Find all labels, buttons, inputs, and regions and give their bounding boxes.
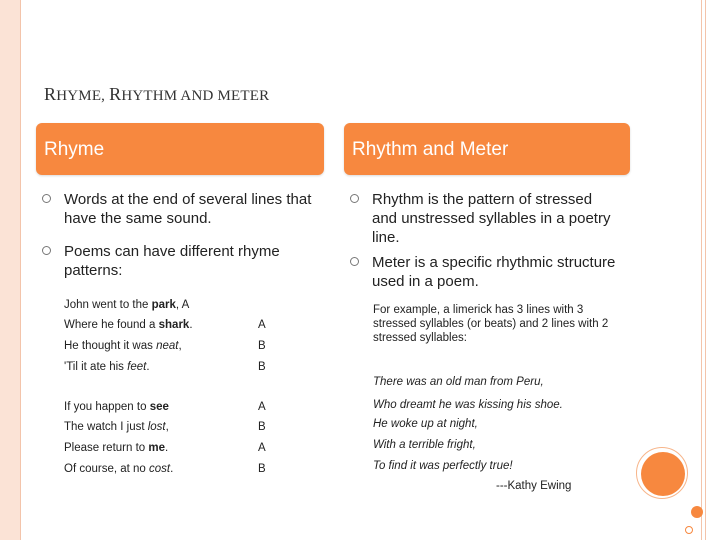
slide-title <box>44 84 269 105</box>
limerick-line: To find it was perfectly true! <box>373 460 513 472</box>
poem-word: feet <box>127 361 147 373</box>
limerick-line: There was an old man from Peru, <box>373 376 544 388</box>
rhyme-scheme-letter: A <box>258 319 266 331</box>
slide-border-left <box>0 0 20 540</box>
slide-border-right <box>705 0 720 540</box>
title-part: R <box>44 84 57 104</box>
poem-word: shark <box>158 319 190 331</box>
rhythm-bullets <box>346 190 616 297</box>
rhyme-bullets <box>38 190 318 294</box>
poem-word: Where he found a <box>64 319 159 331</box>
poem-word: . <box>170 463 174 475</box>
poem-word: , <box>165 421 169 433</box>
poem-line <box>64 463 284 475</box>
poem-word: John went to the <box>64 299 152 311</box>
rhyme-scheme-letter: A <box>258 442 266 454</box>
limerick-explanation: For example, a limerick has 3 lines with 3 stressed syllables (or beats) and 2 lines with 2 stressed syllables: <box>373 304 609 344</box>
poem-word: . <box>165 442 169 454</box>
poem-word: cost <box>149 463 171 475</box>
poem-line <box>64 442 284 454</box>
title-part: HYME, <box>56 88 110 104</box>
decor-circle-outline <box>685 526 693 534</box>
rhyme-header: Rhyme <box>36 123 324 175</box>
bullet-item: Meter is a specific rhythmic structure used in a poem. <box>346 253 616 291</box>
poem-word: He thought it was <box>64 340 157 352</box>
poem-word: , <box>178 340 182 352</box>
poem-word: 'Til it ate his <box>64 361 128 373</box>
poem-line <box>64 340 284 352</box>
limerick-line: Who dreamt he was kissing his shoe. <box>373 399 563 411</box>
rhyme-scheme-letter: A <box>258 401 266 413</box>
title-part: HYTHM AND METER <box>121 88 270 104</box>
rhyme-scheme-letter: B <box>258 421 266 433</box>
rhyme-scheme-letter: B <box>258 463 266 475</box>
poem-word: . <box>189 319 193 331</box>
rhyme-scheme-letter: B <box>258 361 266 373</box>
poem-line <box>64 299 284 311</box>
limerick-line: With a terrible fright, <box>373 439 476 451</box>
decor-circle-small <box>691 506 703 518</box>
rhythm-meter-header: Rhythm and Meter <box>344 123 630 175</box>
limerick-line: He woke up at night, <box>373 418 478 430</box>
poem-word: Of course, at no <box>64 463 150 475</box>
poem-word: me <box>148 442 166 454</box>
poem-word: see <box>149 401 169 413</box>
poem-author: ---Kathy Ewing <box>496 480 572 492</box>
rhyme-scheme-letter: B <box>258 340 266 352</box>
poem-line <box>64 361 284 373</box>
poem-word: If you happen to <box>64 401 150 413</box>
poem-word: Please return to <box>64 442 149 454</box>
poem-word: , A <box>175 299 190 311</box>
poem-word: park <box>151 299 176 311</box>
poem-word: lost <box>147 421 166 433</box>
bullet-item: Words at the end of several lines that have the same sound. <box>38 190 318 228</box>
poem-line <box>64 319 284 331</box>
title-part: R <box>109 84 122 104</box>
poem-line <box>64 421 284 433</box>
poem-word: neat <box>156 340 179 352</box>
poem-line <box>64 401 284 413</box>
bullet-item: Rhythm is the pattern of stressed and unstressed syllables in a poetry line. <box>346 190 616 247</box>
decor-circle-large <box>641 452 685 496</box>
bullet-item: Poems can have different rhyme patterns: <box>38 242 318 280</box>
poem-word: The watch I just <box>64 421 148 433</box>
poem-word: . <box>146 361 150 373</box>
